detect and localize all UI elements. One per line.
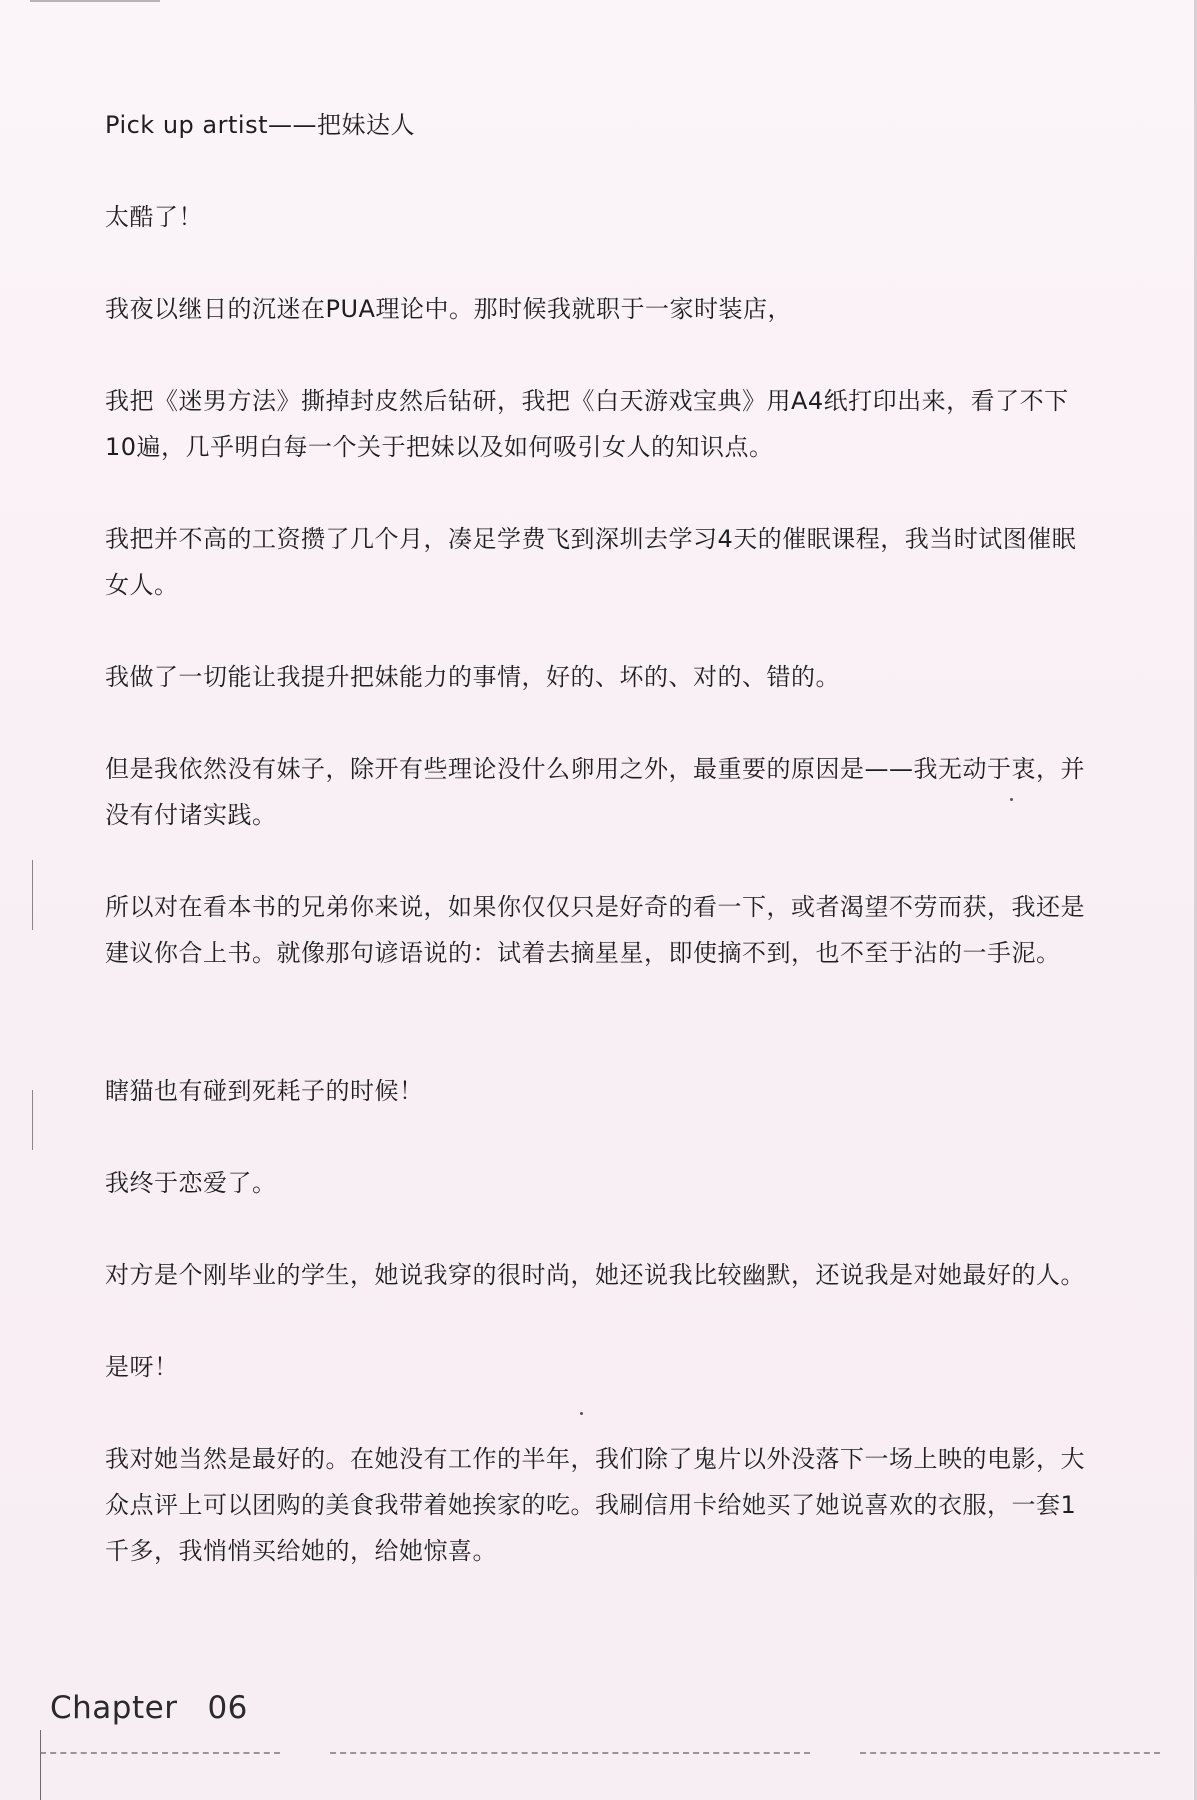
left-margin-mark — [32, 860, 33, 930]
paragraph: 我把《迷男方法》撕掉封皮然后钻研，我把《白天游戏宝典》用A4纸打印出来，看了不下10遍，几乎明白每一个关于把妹以及如何吸引女人的知识点。 — [105, 387, 1069, 461]
scan-speck — [1010, 798, 1013, 801]
paragraph: 太酷了！ — [105, 203, 203, 231]
paragraph: 但是我依然没有妹子，除开有些理论没什么卵用之外，最重要的原因是——我无动于衷，并没有付诸实践。 — [105, 755, 1085, 829]
bottom-dashed-rule — [860, 1752, 1160, 1754]
chapter-label: Chapter — [50, 1690, 178, 1726]
scan-speck — [580, 1412, 583, 1415]
bottom-dashed-rule — [330, 1752, 810, 1754]
paragraph: 我夜以继日的沉迷在PUA理论中。那时候我就职于一家时装店， — [105, 295, 792, 323]
paragraph: 我对她当然是最好的。在她没有工作的半年，我们除了鬼片以外没落下一场上映的电影，大众点评上可以团购的美食我带着她挨家的吃。我刷信用卡给她买了她说喜欢的衣服，一套1千多，我悄悄买给她的，给她惊喜。 — [105, 1445, 1085, 1565]
paragraph: 我终于恋爱了。 — [105, 1169, 277, 1197]
paragraph: 我做了一切能让我提升把妹能力的事情，好的、坏的、对的、错的。 — [105, 663, 840, 691]
paragraph: 瞎猫也有碰到死耗子的时候！ — [105, 1077, 424, 1105]
left-margin-mark — [32, 1090, 33, 1150]
body-text — [105, 102, 1095, 1574]
bottom-dashed-rule — [40, 1752, 280, 1754]
heading-line: Pick up artist——把妹达人 — [105, 111, 415, 139]
paragraph: 所以对在看本书的兄弟你来说，如果你仅仅只是好奇的看一下，或者渴望不劳而获，我还是建议你合上书。就像那句谚语说的：试着去摘星星，即使摘不到，也不至于沾的一手泥。 — [105, 893, 1085, 967]
chapter-footer — [50, 1690, 248, 1726]
paragraph: 对方是个刚毕业的学生，她说我穿的很时尚，她还说我比较幽默，还说我是对她最好的人。 — [105, 1261, 1085, 1289]
top-edge-rule — [30, 0, 160, 2]
paragraph: 是呀！ — [105, 1353, 179, 1381]
chapter-number: 06 — [207, 1690, 248, 1726]
paragraph: 我把并不高的工资攒了几个月，凑足学费飞到深圳去学习4天的催眠课程，我当时试图催眠女人。 — [105, 525, 1077, 599]
bottom-left-mark — [40, 1730, 41, 1800]
